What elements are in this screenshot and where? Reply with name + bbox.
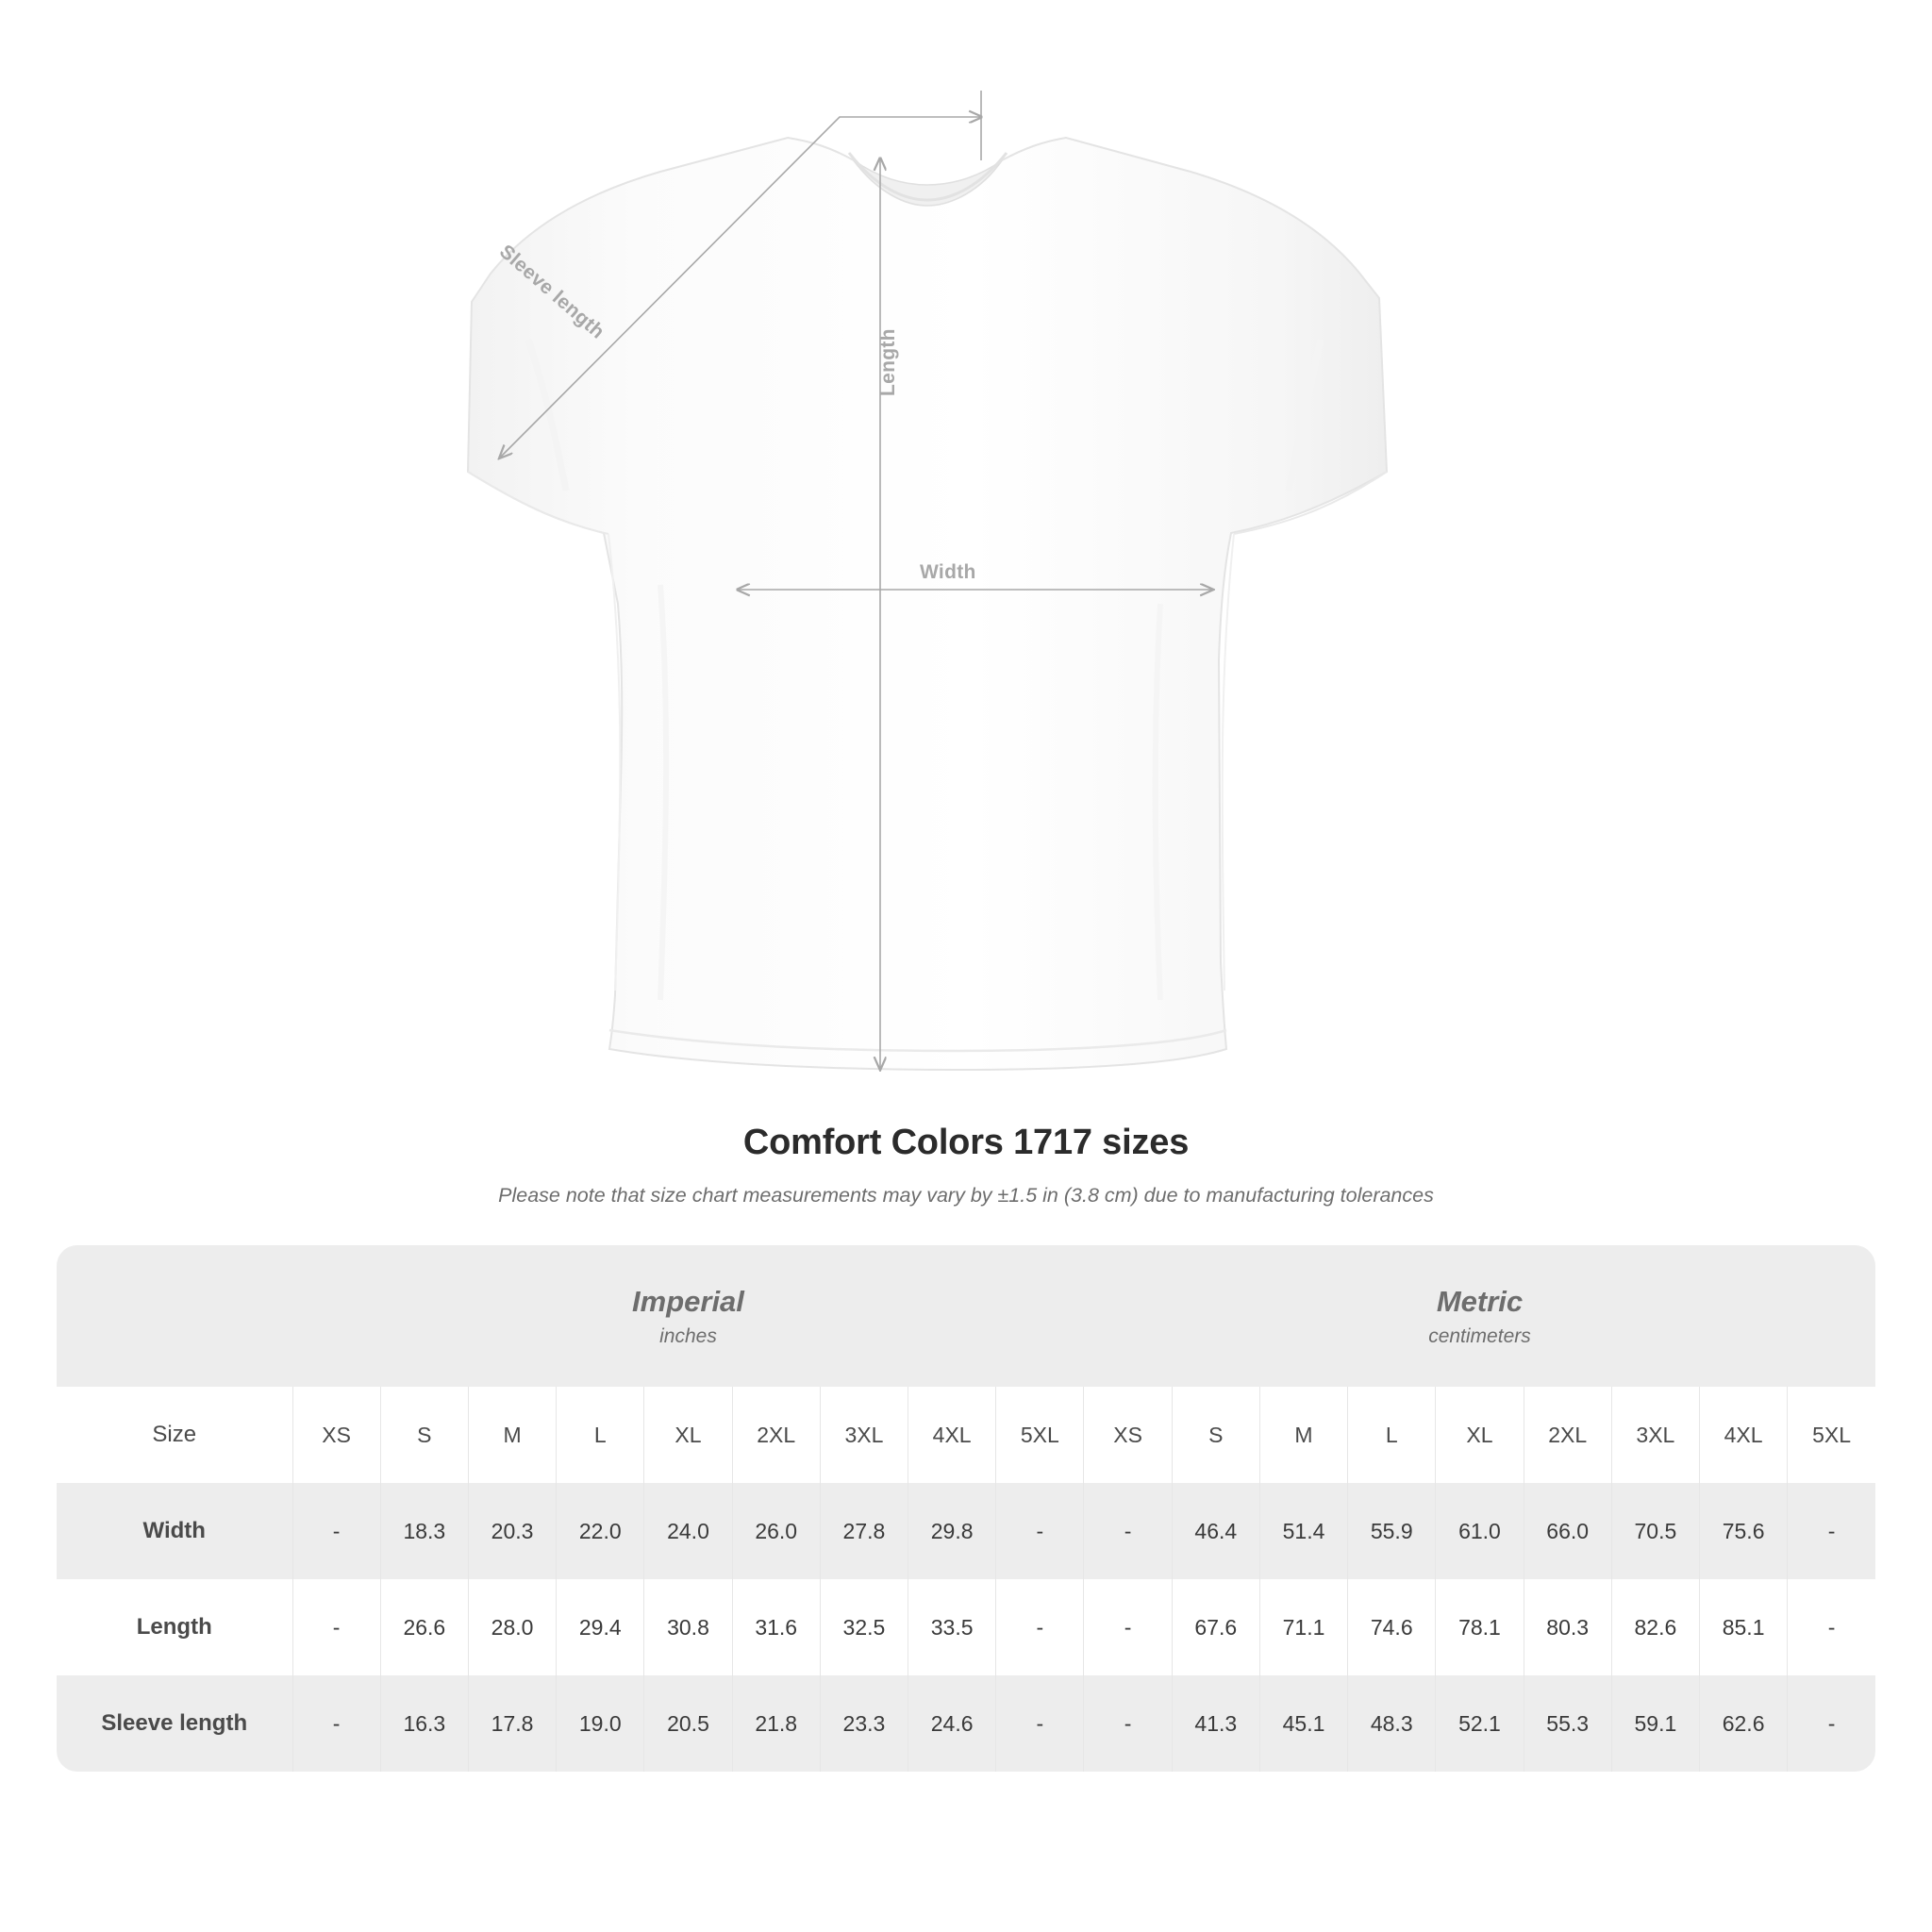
label-sleeve-length: Sleeve length	[494, 241, 609, 343]
cell-length-metric-4xl: 85.1	[1700, 1579, 1788, 1675]
header-metric-l: L	[1348, 1387, 1436, 1483]
cell-sleeve-metric-m: 45.1	[1259, 1675, 1347, 1772]
cell-width-metric-2xl: 66.0	[1524, 1483, 1611, 1579]
cell-sleeve-metric-5xl: -	[1788, 1675, 1875, 1772]
cell-sleeve-imperial-xs: -	[292, 1675, 380, 1772]
label-width: Width	[920, 561, 976, 583]
table-row	[57, 1579, 1875, 1675]
cell-sleeve-imperial-m: 17.8	[468, 1675, 556, 1772]
cell-width-metric-xl: 61.0	[1436, 1483, 1524, 1579]
cell-width-imperial-2xl: 26.0	[732, 1483, 820, 1579]
cell-length-metric-xl: 78.1	[1436, 1579, 1524, 1675]
unit-metric	[1084, 1245, 1875, 1387]
cell-width-imperial-s: 18.3	[380, 1483, 468, 1579]
header-metric-s: S	[1172, 1387, 1259, 1483]
header-metric-2xl: 2XL	[1524, 1387, 1611, 1483]
unit-imperial	[292, 1245, 1084, 1387]
cell-length-imperial-4xl: 33.5	[908, 1579, 996, 1675]
size-table-container	[57, 1245, 1875, 1772]
cell-length-metric-2xl: 80.3	[1524, 1579, 1611, 1675]
unit-imperial-title: Imperial	[632, 1284, 744, 1318]
cell-width-metric-5xl: -	[1788, 1483, 1875, 1579]
cell-width-imperial-xl: 24.0	[644, 1483, 732, 1579]
header-metric-xs: XS	[1084, 1387, 1172, 1483]
header-imperial-3xl: 3XL	[820, 1387, 908, 1483]
cell-width-metric-l: 55.9	[1348, 1483, 1436, 1579]
cell-width-imperial-l: 22.0	[557, 1483, 644, 1579]
cell-width-metric-m: 51.4	[1259, 1483, 1347, 1579]
cell-width-imperial-5xl: -	[996, 1483, 1084, 1579]
cell-length-imperial-2xl: 31.6	[732, 1579, 820, 1675]
header-imperial-2xl: 2XL	[732, 1387, 820, 1483]
unit-metric-sub: centimeters	[1428, 1325, 1531, 1348]
unit-header-row	[57, 1245, 1875, 1387]
unit-metric-title: Metric	[1436, 1284, 1524, 1318]
cell-sleeve-imperial-l: 19.0	[557, 1675, 644, 1772]
cell-length-imperial-s: 26.6	[380, 1579, 468, 1675]
cell-width-imperial-3xl: 27.8	[820, 1483, 908, 1579]
cell-length-imperial-m: 28.0	[468, 1579, 556, 1675]
unit-spacer	[57, 1245, 292, 1387]
cell-sleeve-imperial-3xl: 23.3	[820, 1675, 908, 1772]
cell-width-metric-4xl: 75.6	[1700, 1483, 1788, 1579]
cell-length-metric-l: 74.6	[1348, 1579, 1436, 1675]
row-label-sleeve-length: Sleeve length	[57, 1675, 292, 1772]
page-title: Comfort Colors 1717 sizes	[742, 1123, 1190, 1162]
cell-sleeve-metric-xl: 52.1	[1436, 1675, 1524, 1772]
table-row	[57, 1675, 1875, 1772]
cell-sleeve-metric-s: 41.3	[1172, 1675, 1259, 1772]
cell-sleeve-metric-l: 48.3	[1348, 1675, 1436, 1772]
header-metric-5xl: 5XL	[1788, 1387, 1875, 1483]
header-metric-xl: XL	[1436, 1387, 1524, 1483]
cell-length-imperial-xl: 30.8	[644, 1579, 732, 1675]
header-imperial-s: S	[380, 1387, 468, 1483]
cell-sleeve-imperial-4xl: 24.6	[908, 1675, 996, 1772]
table-row	[57, 1483, 1875, 1579]
header-imperial-l: L	[557, 1387, 644, 1483]
cell-length-imperial-l: 29.4	[557, 1579, 644, 1675]
unit-imperial-sub: inches	[659, 1325, 717, 1348]
header-size: Size	[57, 1387, 292, 1483]
row-label-length: Length	[57, 1579, 292, 1675]
cell-length-imperial-xs: -	[292, 1579, 380, 1675]
cell-sleeve-metric-2xl: 55.3	[1524, 1675, 1611, 1772]
cell-sleeve-imperial-2xl: 21.8	[732, 1675, 820, 1772]
cell-width-imperial-xs: -	[292, 1483, 380, 1579]
cell-length-metric-xs: -	[1084, 1579, 1172, 1675]
header-metric-3xl: 3XL	[1611, 1387, 1699, 1483]
cell-sleeve-imperial-5xl: -	[996, 1675, 1084, 1772]
header-metric-4xl: 4XL	[1700, 1387, 1788, 1483]
label-length: Length	[877, 328, 899, 396]
row-label-width: Width	[57, 1483, 292, 1579]
header-imperial-5xl: 5XL	[996, 1387, 1084, 1483]
cell-width-metric-xs: -	[1084, 1483, 1172, 1579]
cell-sleeve-metric-xs: -	[1084, 1675, 1172, 1772]
header-metric-m: M	[1259, 1387, 1347, 1483]
cell-length-metric-5xl: -	[1827, 1614, 1836, 1640]
cell-width-imperial-4xl: 29.8	[908, 1483, 996, 1579]
cell-length-metric-3xl: 82.6	[1611, 1579, 1699, 1675]
cell-width-metric-s: 46.4	[1172, 1483, 1259, 1579]
cell-sleeve-imperial-s: 16.3	[380, 1675, 468, 1772]
header-imperial-xs: XS	[292, 1387, 380, 1483]
cell-length-metric-s: 67.6	[1172, 1579, 1259, 1675]
cell-width-imperial-m: 20.3	[468, 1483, 556, 1579]
cell-length-imperial-3xl: 32.5	[820, 1579, 908, 1675]
cell-length-metric-m: 71.1	[1259, 1579, 1347, 1675]
cell-sleeve-metric-3xl: 59.1	[1611, 1675, 1699, 1772]
cell-width-metric-3xl: 70.5	[1611, 1483, 1699, 1579]
cell-sleeve-metric-4xl: 62.6	[1700, 1675, 1788, 1772]
header-imperial-m: M	[468, 1387, 556, 1483]
size-table	[57, 1245, 1875, 1772]
cell-sleeve-imperial-xl: 20.5	[644, 1675, 732, 1772]
cell-length-imperial-5xl: -	[996, 1579, 1084, 1675]
size-header-row	[57, 1387, 1875, 1483]
header-imperial-xl: XL	[644, 1387, 732, 1483]
measurement-note: Please note that size chart measurements may vary by ±1.5 in (3.8 cm) due to manufacturing tolerances	[498, 1184, 1434, 1207]
header-imperial-4xl: 4XL	[908, 1387, 996, 1483]
title-block	[0, 1123, 1932, 1208]
